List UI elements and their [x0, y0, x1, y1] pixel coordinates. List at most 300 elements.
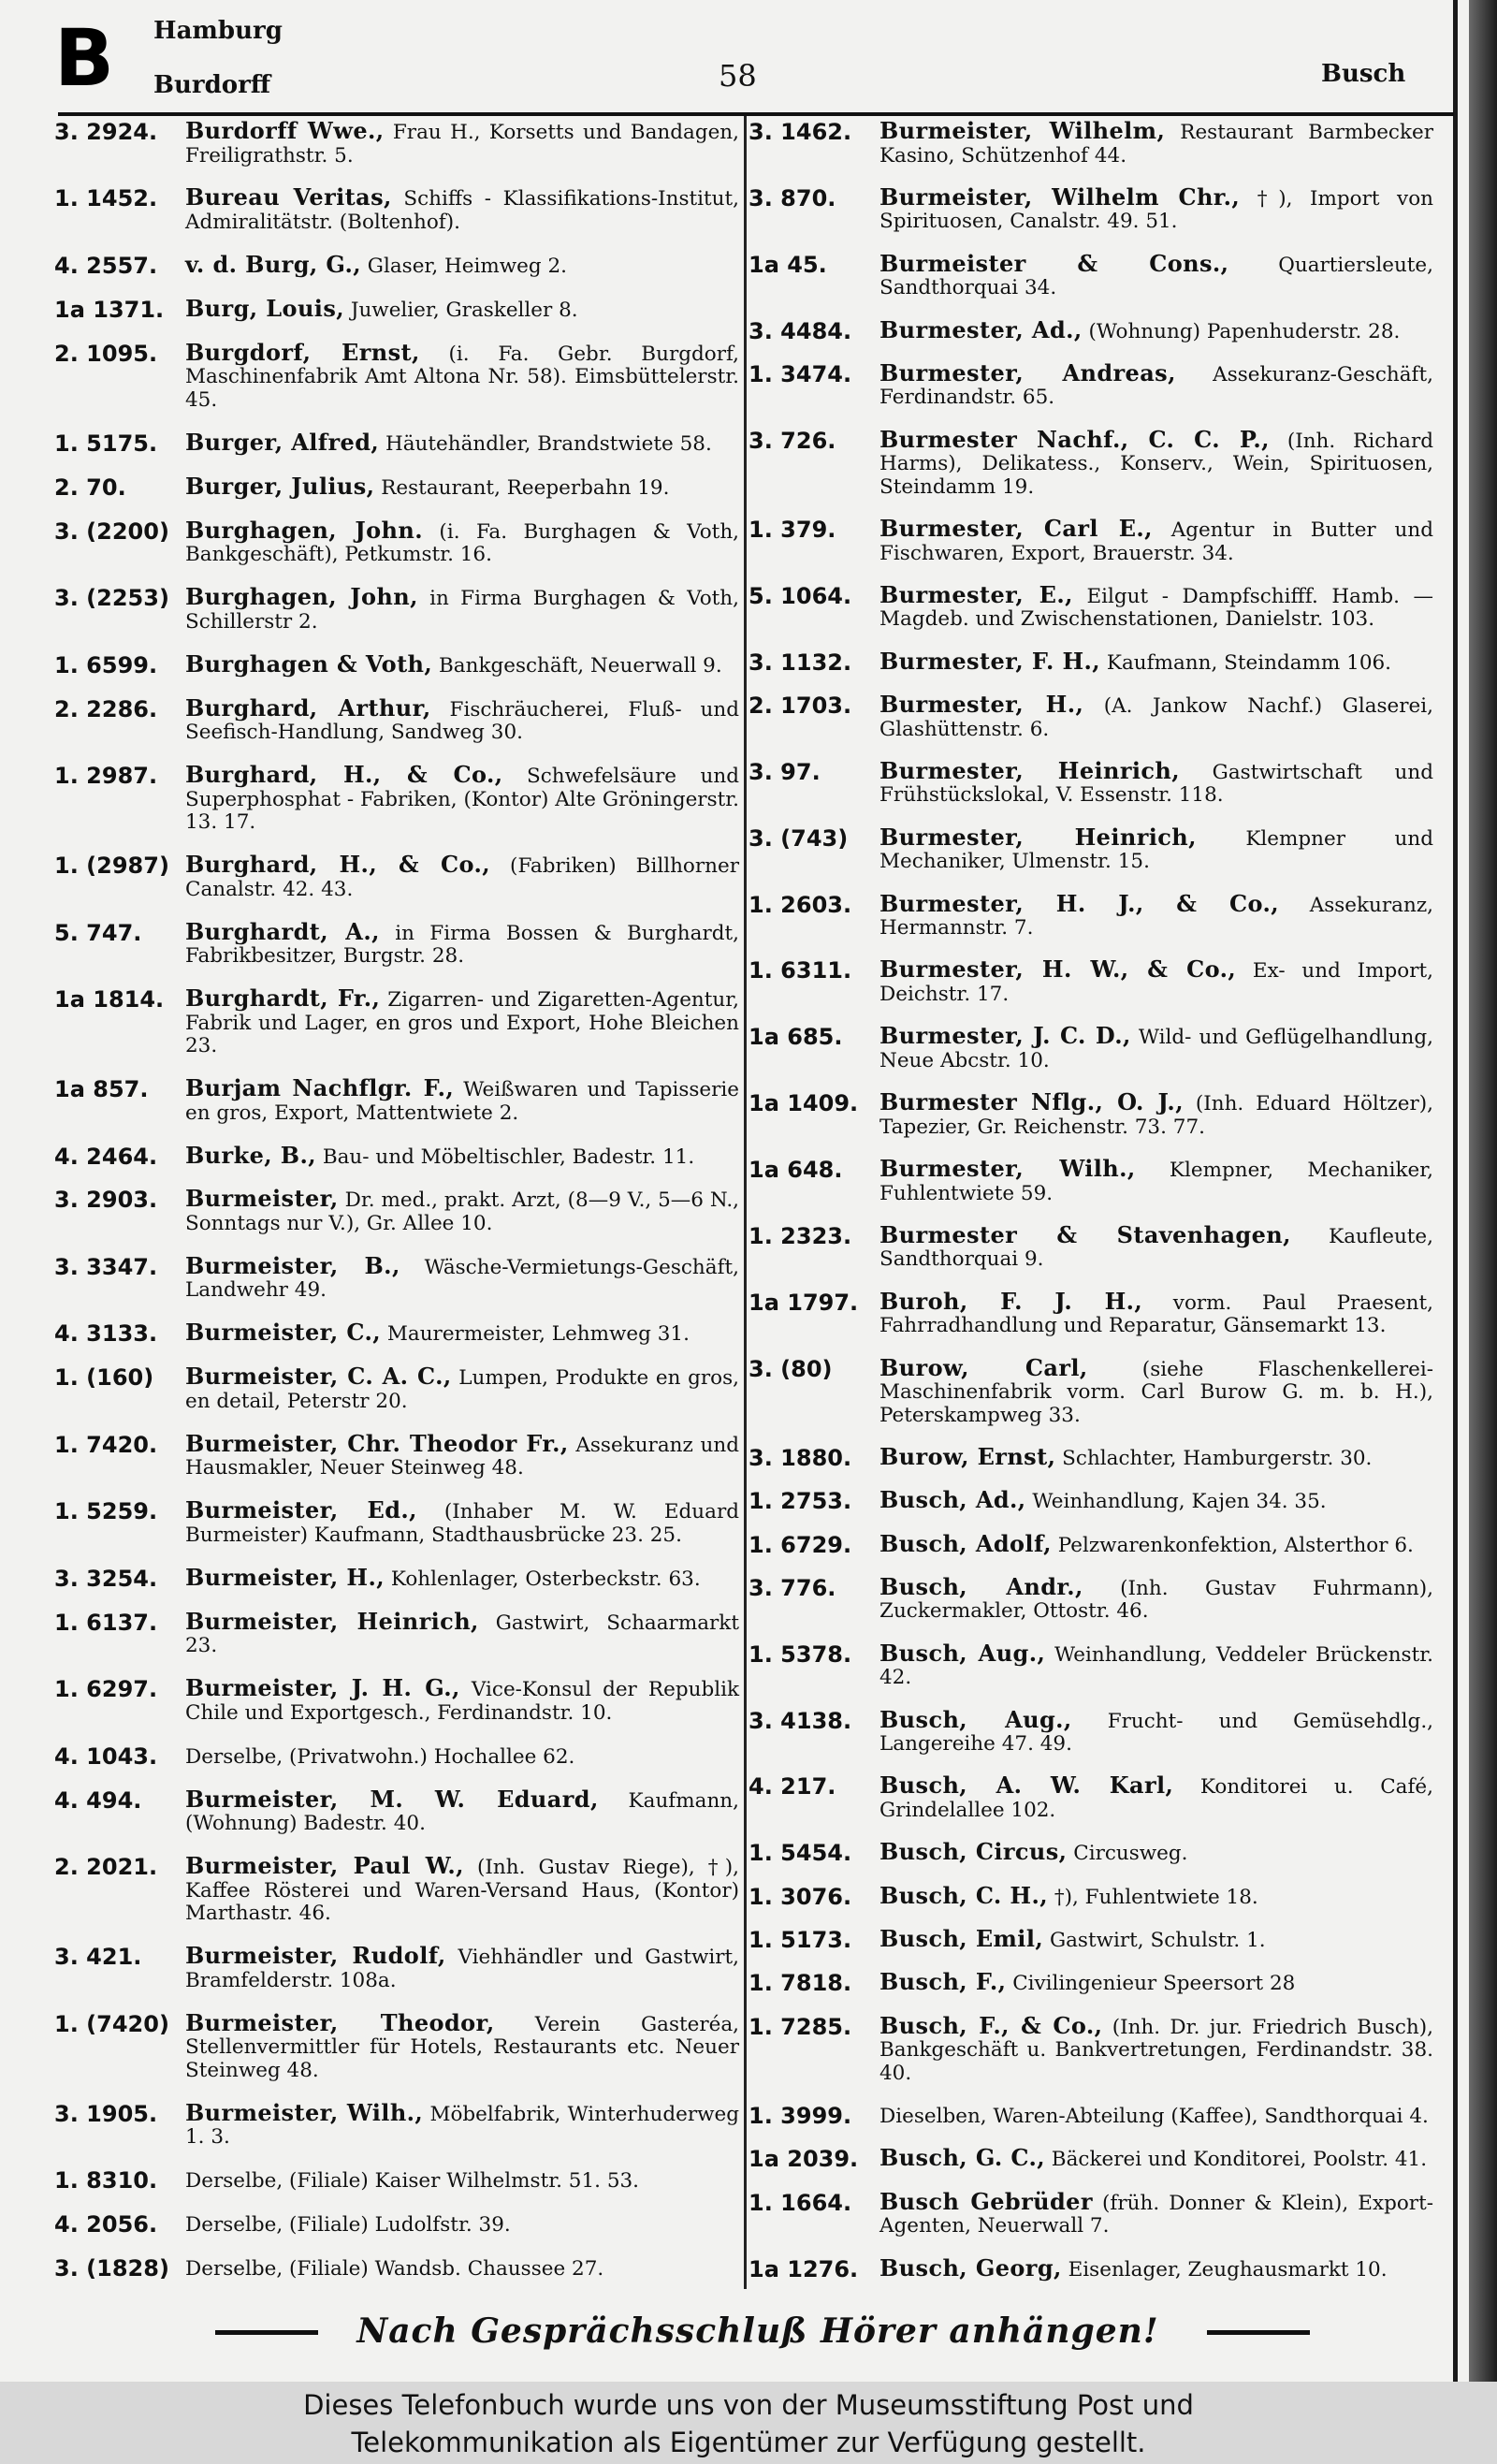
entry-text — [879, 2011, 1433, 2086]
entry-text — [879, 693, 1433, 741]
directory-entry — [748, 1639, 1433, 1690]
entry-text — [185, 428, 739, 457]
subscriber-details: Gastwirt, Schulstr. 1. — [1043, 1928, 1266, 1952]
slogan-text: Nach Gesprächsschluß Hörer anhängen! — [356, 2311, 1159, 2351]
subscriber-name: Busch, A. W. Karl, — [879, 1771, 1174, 1800]
directory-entry — [748, 425, 1433, 500]
directory-entry — [54, 693, 739, 745]
phone-number: 3. 4484. — [748, 317, 852, 344]
phone-number: 1a 648. — [748, 1157, 843, 1183]
subscriber-name: Burger, Julius, — [185, 472, 375, 500]
phone-number: 1. 6729. — [748, 1531, 852, 1558]
directory-entry — [54, 1141, 739, 1170]
phone-number: 1a 685. — [748, 1024, 843, 1051]
subscriber-details: Pelzwarenkonfektion, Alsterthor 6. — [1051, 1533, 1414, 1557]
subscriber-details: Weißwaren und Tapisserie en gros, Export, Mattentwiete 2. — [185, 1078, 739, 1125]
subscriber-details: Circusweg. — [1067, 1842, 1188, 1866]
subscriber-name: Burow, Carl, — [879, 1353, 1088, 1381]
subscriber-details: Derselbe, (Filiale) Wandsb. Chaussee 27. — [185, 2256, 604, 2281]
phone-number: 1a 1276. — [748, 2255, 859, 2282]
directory-entry — [54, 1785, 739, 1836]
entry-text — [879, 1838, 1433, 1866]
subscriber-details: Gastwirtschaft und Frühstückslokal, V. Essenstr. 118. — [879, 760, 1433, 808]
subscriber-details: Viehhändler und Gastwirt, Bramfelderstr. 108a. — [185, 1946, 739, 1992]
left-column — [54, 117, 740, 2289]
phone-number: 4. 217. — [748, 1773, 836, 1801]
subscriber-details: Schwefelsäure und Superphosphat - Fabriken, (Kontor) Alte Gröningerstr. 13. 17. — [185, 765, 739, 835]
subscriber-details: Maurermeister, Lehmweg 31. — [381, 1322, 690, 1347]
credit-line-1: Dieses Telefonbuch wurde uns von der Museumsstiftung Post und — [303, 2389, 1194, 2421]
entry-text — [879, 1572, 1433, 1624]
entry-text — [185, 1563, 739, 1592]
phone-number: 4. 2056. — [54, 2210, 158, 2238]
entry-text — [185, 1496, 739, 1547]
subscriber-details: Restaurant, Reeperbahn 19. — [374, 475, 670, 500]
entry-text — [879, 182, 1433, 234]
directory-entry — [54, 2098, 739, 2150]
subscriber-name: Burdorff Wwe., — [185, 117, 385, 144]
directory-entry — [54, 250, 739, 279]
subscriber-details: (Inhaber M. W. Eduard Burmeister) Kaufmann, Stadthausbrücke 23. 25. — [185, 1500, 739, 1547]
directory-entry — [748, 693, 1433, 741]
phone-number: 1. 2987. — [54, 763, 158, 790]
entry-text — [879, 1639, 1433, 1690]
directory-entry — [54, 2256, 739, 2282]
directory-entry — [748, 2253, 1433, 2282]
phone-number: 4. 2464. — [54, 1143, 158, 1170]
subscriber-details: (Inh. Gustav Fuhrmann), Zuckermakler, Ottostr. 46. — [879, 1576, 1433, 1624]
directory-entry — [54, 917, 739, 969]
subscriber-details: †), Fuhlentwiete 18. — [1048, 1885, 1258, 1909]
subscriber-name: Burgdorf, Ernst, — [185, 338, 420, 366]
entry-text — [185, 583, 739, 634]
directory-entry — [748, 2104, 1433, 2129]
phone-number: 1. 3076. — [748, 1883, 852, 1910]
phone-number: 1. 3999. — [748, 2103, 852, 2129]
entry-text — [185, 1942, 739, 1992]
subscriber-name: Burmester Nachf., C. C. P., — [879, 425, 1270, 453]
phone-number: 1. 5454. — [748, 1840, 852, 1867]
subscriber-name: Burmester & Stavenhagen, — [879, 1220, 1291, 1248]
directory-entry — [54, 117, 739, 168]
entry-text — [185, 2008, 739, 2083]
directory-entry — [748, 756, 1433, 808]
subscriber-name: Busch, Andr., — [879, 1572, 1083, 1600]
subscriber-name: Burmester Nflg., O. J., — [879, 1088, 1184, 1116]
directory-entry — [54, 1942, 739, 1992]
phone-number: 2. 1095. — [54, 340, 158, 367]
phone-number: 3. 1132. — [748, 649, 852, 676]
subscriber-details: Glaser, Heimweg 2. — [360, 254, 567, 278]
directory-entry — [748, 2144, 1433, 2173]
subscriber-name: Busch, G. C., — [879, 2144, 1045, 2172]
subscriber-name: Burg, Louis, — [185, 294, 344, 322]
directory-entry — [748, 580, 1434, 632]
subscriber-name: Busch, F., — [879, 1968, 1007, 1996]
phone-number: 3. (80) — [748, 1355, 833, 1382]
entry-text — [185, 1185, 739, 1235]
phone-number: 2. 2286. — [54, 695, 158, 722]
entry-text — [185, 1607, 739, 1658]
subscriber-name: v. d. Burg, G., — [185, 250, 361, 278]
directory-entry — [748, 182, 1433, 234]
directory-entry — [748, 249, 1433, 300]
subscriber-name: Burmester, Andreas, — [879, 358, 1176, 386]
entry-text — [185, 1365, 739, 1413]
entry-text — [185, 917, 739, 969]
entry-text — [879, 425, 1433, 500]
directory-entry — [54, 516, 740, 567]
phone-number: 3. 3347. — [54, 1253, 158, 1280]
entry-text — [185, 1744, 739, 1770]
subscriber-name: Busch, C. H., — [879, 1881, 1048, 1909]
phone-number: 1. 5173. — [748, 1926, 852, 1953]
phone-number: 5. 1064. — [748, 582, 852, 609]
directory-entry — [748, 1088, 1433, 1139]
phone-number: 3. 1905. — [54, 2100, 158, 2127]
subscriber-name: Burmeister, Wilhelm, — [879, 117, 1166, 144]
directory-entry — [54, 428, 739, 457]
subscriber-name: Burmeister, B., — [185, 1251, 400, 1279]
phone-number: 3. 726. — [748, 427, 836, 454]
phone-number: 1. 5378. — [748, 1640, 852, 1668]
phone-number: 1. 6137. — [54, 1609, 158, 1636]
entry-text — [185, 1674, 739, 1725]
phone-number: 1. 5259. — [54, 1498, 158, 1525]
entry-text — [185, 853, 739, 901]
entry-text — [185, 984, 739, 1058]
entry-text — [879, 1022, 1433, 1072]
subscriber-details: Bäckerei und Konditorei, Poolstr. 41. — [1044, 2148, 1428, 2172]
subscriber-details: Schiffs - Klassifikations-Institut, Admiralitätstr. (Boltenhof). — [185, 187, 739, 234]
subscriber-name: Burmeister, Theodor, — [185, 2008, 495, 2036]
subscriber-details: Quartiersleute, Sandthorquai 34. — [879, 253, 1433, 300]
subscriber-details: (Inh. Eduard Höltzer), Tapezier, Gr. Reichenstr. 73. 77. — [879, 1092, 1433, 1139]
directory-entry — [54, 2008, 739, 2083]
directory-entry — [748, 1705, 1433, 1757]
subscriber-name: Burmester, H. J., & Co., — [879, 889, 1279, 917]
phone-number: 3. 421. — [54, 1944, 142, 1971]
subscriber-details: Civilingenieur Speersort 28 — [1006, 1972, 1296, 1996]
subscriber-details: Dieselben, Waren-Abteilung (Kaffee), Sandthorquai 4. — [879, 2105, 1429, 2128]
subscriber-details: Derselbe, (Privatwohn.) Hochallee 62. — [185, 1744, 575, 1769]
entry-text — [185, 1429, 739, 1480]
entry-text — [879, 1771, 1433, 1822]
subscriber-details: Möbelfabrik, Winterhuderweg 1. 3. — [185, 2102, 739, 2150]
phone-number: 1. 2753. — [748, 1488, 852, 1515]
entry-text — [185, 1785, 739, 1836]
entry-text — [879, 1353, 1433, 1428]
directory-entry — [748, 1220, 1433, 1272]
subscriber-details: Kaufmann, (Wohnung) Badestr. 40. — [185, 1788, 739, 1836]
directory-entry — [54, 1429, 739, 1480]
subscriber-name: Busch, Circus, — [879, 1838, 1068, 1866]
column-divider — [744, 116, 747, 2289]
subscriber-name: Busch, Georg, — [879, 2253, 1062, 2282]
subscriber-details: Konditorei u. Café, Grindelallee 102. — [879, 1775, 1433, 1822]
phone-number: 1. (7420) — [54, 2010, 169, 2037]
subscriber-name: Busch, Adolf, — [879, 1529, 1052, 1557]
entry-text — [879, 1220, 1433, 1272]
subscriber-details: vorm. Paul Praesent, Fahrradhandlung und Reparatur, Gänsemarkt 13. — [879, 1290, 1433, 1338]
subscriber-details: Derselbe, (Filiale) Kaiser Wilhelmstr. 51. 53. — [185, 2169, 640, 2193]
phone-number: 1. 5175. — [54, 430, 158, 457]
subscriber-name: Buroh, F. J. H., — [879, 1287, 1143, 1315]
phone-number: 1. 1452. — [54, 185, 158, 212]
entry-text — [185, 1321, 739, 1347]
right-column — [748, 117, 1434, 2289]
phone-number: 1. 6599. — [54, 651, 158, 678]
entry-text — [185, 693, 739, 745]
subscriber-details: (Inh. Dr. jur. Friedrich Busch), Bankgeschäft u. Bankvertretungen, Ferdinandstr. 38. 40. — [879, 2015, 1433, 2085]
subscriber-name: Burke, B., — [185, 1141, 316, 1169]
subscriber-details: Frucht- und Gemüsehdlg., Langereihe 47. 49. — [879, 1709, 1433, 1757]
directory-entry — [54, 984, 739, 1058]
subscriber-name: Burmeister, H., — [185, 1563, 385, 1591]
entry-text — [879, 2253, 1433, 2282]
subscriber-name: Burmeister, J. H. G., — [185, 1674, 460, 1702]
entry-text — [879, 889, 1433, 940]
subscriber-details: Weinhandlung, Kajen 34. 35. — [1025, 1490, 1327, 1514]
phone-number: 3. 776. — [748, 1574, 836, 1601]
directory-entry — [54, 853, 739, 901]
directory-entry — [748, 117, 1433, 168]
subscriber-details: Frau H., Korsetts und Bandagen, Freiligrathstr. 5. — [185, 121, 739, 168]
entry-text — [879, 358, 1433, 410]
subscriber-details: Eisenlager, Zeughausmarkt 10. — [1061, 2257, 1388, 2282]
directory-entry — [54, 1744, 739, 1770]
phone-number: 5. 747. — [54, 919, 142, 946]
directory-entry — [748, 1968, 1433, 1997]
subscriber-name: Busch, Ad., — [879, 1486, 1026, 1514]
subscriber-details: Zigarren- und Zigaretten-Agentur, Fabrik und Lager, en gros und Export, Hohe Bleichen 23. — [185, 988, 739, 1058]
subscriber-details: Weinhandlung, Veddeler Brückenstr. 42. — [879, 1642, 1433, 1690]
subscriber-details: Restaurant Barmbecker Kasino, Schützenhof 44. — [879, 121, 1433, 168]
entry-text — [879, 756, 1433, 808]
subscriber-name: Burghard, H., & Co., — [185, 761, 503, 789]
subscriber-name: Burmester, Heinrich, — [879, 823, 1197, 851]
subscriber-name: Busch, Aug., — [879, 1639, 1046, 1667]
subscriber-name: Burmester, J. C. D., — [879, 1022, 1131, 1050]
subscriber-name: Burmeister, Wilh., — [185, 2098, 424, 2126]
entry-text — [879, 315, 1433, 344]
subscriber-details: Dr. med., prakt. Arzt, (8—9 V., 5—6 N., Sonntags nur V.), Gr. Allee 10. — [185, 1188, 739, 1235]
entry-text — [879, 117, 1433, 168]
subscriber-details: †), Import von Spirituosen, Canalstr. 49. 51. — [879, 186, 1433, 234]
directory-entry — [748, 647, 1433, 676]
subscriber-name: Burmeister, C., — [185, 1319, 382, 1347]
subscriber-details: Klempner und Mechaniker, Ulmenstr. 15. — [879, 826, 1433, 874]
subscriber-details: Assekuranz und Hausmakler, Neuer Steinweg 48. — [185, 1433, 739, 1480]
phone-number: 1a 45. — [748, 251, 827, 278]
credit-bar — [0, 2382, 1497, 2464]
phone-number: 1. 7420. — [54, 1431, 158, 1458]
entry-text — [185, 1141, 739, 1170]
subscriber-details: (i. Fa. Gebr. Burgdorf, Maschinenfabrik Amt Altona Nr. 58). Eimsbüttelerstr. 45. — [185, 342, 740, 412]
entry-text — [879, 1529, 1433, 1558]
entry-text — [879, 1705, 1433, 1757]
subscriber-details: Assekuranz-Geschäft, Ferdinandstr. 65. — [879, 362, 1433, 410]
subscriber-details: Eilgut - Dampfschifff. Hamb. — Magdeb. und Zwischenstationen, Danielstr. 103. — [879, 584, 1434, 632]
entry-text — [185, 2256, 739, 2282]
phone-number: 3. 1880. — [748, 1444, 852, 1471]
directory-entry — [54, 1365, 739, 1413]
slogan-dash-left — [215, 2330, 318, 2335]
header-first-name: Burdorff — [153, 71, 271, 99]
phone-number: 1a 1409. — [748, 1090, 859, 1117]
subscriber-details: (Fabriken) Billhorner Canalstr. 42. 43. — [185, 854, 739, 901]
subscriber-details: Bankgeschäft, Neuerwall 9. — [432, 653, 722, 678]
directory-entry — [54, 1251, 739, 1303]
directory-entry — [748, 889, 1433, 940]
phone-number: 4. 3133. — [54, 1320, 158, 1348]
directory-entry — [748, 358, 1433, 410]
subscriber-name: Burger, Alfred, — [185, 428, 380, 456]
phone-number: 1a 1797. — [748, 1289, 859, 1316]
entry-text — [185, 294, 739, 323]
directory-entry — [748, 515, 1433, 565]
phone-number: 1. 2603. — [748, 891, 852, 918]
subscriber-details: Juwelier, Graskeller 8. — [344, 298, 578, 322]
directory-entry — [54, 1074, 739, 1125]
phone-number: 1. 6297. — [54, 1676, 158, 1703]
subscriber-name: Busch Gebrüder — [879, 2187, 1093, 2215]
subscriber-details: Derselbe, (Filiale) Ludolfstr. 39. — [185, 2212, 511, 2237]
entry-text — [879, 2187, 1433, 2238]
subscriber-details: Kohlenlager, Osterbeckstr. 63. — [385, 1567, 701, 1591]
phone-number: 3. 2924. — [54, 119, 158, 145]
phone-number: 2. 2021. — [54, 1854, 158, 1881]
subscriber-name: Burmeister, M. W. Eduard, — [185, 1785, 599, 1813]
entry-text — [879, 955, 1433, 1006]
subscriber-details: Häutehändler, Brandstwiete 58. — [379, 431, 712, 456]
subscriber-details: in Firma Bossen & Burghardt, Fabrikbesitzer, Burgstr. 28. — [185, 921, 739, 969]
directory-entry — [54, 583, 739, 634]
section-letter: B — [54, 12, 115, 104]
phone-number: 1a 1371. — [54, 296, 165, 323]
subscriber-name: Burmester, E., — [879, 580, 1073, 608]
subscriber-name: Burow, Ernst, — [879, 1442, 1056, 1470]
subscriber-details: in Firma Burghagen & Voth, Schillerstr 2. — [185, 587, 739, 634]
phone-number: 4. 2557. — [54, 252, 158, 279]
subscriber-details: Assekuranz, Hermannstr. 7. — [879, 893, 1433, 940]
directory-entry — [748, 1529, 1433, 1558]
directory-entry — [54, 1321, 739, 1347]
subscriber-name: Burmeister & Cons., — [879, 249, 1229, 277]
subscriber-details: Bau- und Möbeltischler, Badestr. 11. — [315, 1145, 695, 1169]
subscriber-details: Kaufleute, Sandthorquai 9. — [879, 1224, 1433, 1272]
subscriber-name: Burmester, F. H., — [879, 647, 1101, 675]
entry-text — [185, 1852, 740, 1926]
phone-number: 1. 379. — [748, 517, 836, 544]
phone-number: 4. 1043. — [54, 1742, 158, 1770]
subscriber-details: Vice-Konsul der Republik Chile und Exportgesch., Ferdinandstr. 10. — [185, 1678, 739, 1725]
phone-number: 3. 4138. — [748, 1707, 852, 1734]
subscriber-name: Burmester, H., — [879, 691, 1084, 719]
subscriber-name: Burmeister, — [185, 1185, 339, 1213]
entry-text — [185, 2212, 739, 2238]
subscriber-details: Klempner, Mechaniker, Fuhlentwiete 59. — [879, 1159, 1433, 1205]
subscriber-details: Schlachter, Hamburgerstr. 30. — [1055, 1446, 1373, 1470]
phone-number: 1. 7285. — [748, 2013, 852, 2040]
subscriber-details: Ex- und Import, Deichstr. 17. — [879, 959, 1433, 1006]
directory-entry — [748, 1881, 1433, 1910]
directory-entry — [54, 294, 739, 323]
phone-number: 3. 2903. — [54, 1187, 158, 1214]
entry-text — [185, 1251, 739, 1303]
phone-number: 1a 857. — [54, 1076, 149, 1103]
page-number: 58 — [719, 58, 757, 94]
directory-entry — [54, 2212, 739, 2238]
directory-entry — [748, 2187, 1433, 2238]
entry-text — [879, 647, 1433, 676]
directory-entry — [54, 761, 739, 835]
subscriber-name: Burmester, Wilh., — [879, 1155, 1136, 1182]
page-edge-line — [1453, 0, 1458, 2382]
subscriber-name: Busch, F., & Co., — [879, 2011, 1103, 2039]
directory-entry — [748, 1924, 1433, 1953]
entry-text — [879, 1968, 1433, 1996]
subscriber-details: (i. Fa. Burghagen & Voth, Bankgeschäft), Petkumstr. 16. — [185, 519, 740, 567]
page-edge-shadow — [1469, 0, 1497, 2382]
entry-text — [185, 761, 739, 835]
phone-number: 1. 2323. — [748, 1222, 852, 1249]
subscriber-name: Burmeister, Heinrich, — [185, 1607, 479, 1635]
entry-text — [185, 338, 740, 413]
header-city: Hamburg — [153, 17, 283, 45]
phone-number: 1. 7818. — [748, 1970, 852, 1997]
phone-number: 1a 1814. — [54, 986, 165, 1013]
subscriber-details: Lumpen, Produkte en gros, en detail, Peterstr 20. — [185, 1366, 739, 1413]
entry-text — [879, 515, 1433, 565]
entry-text — [879, 1486, 1433, 1514]
entry-text — [879, 2144, 1433, 2172]
directory-entry — [748, 1022, 1433, 1072]
phone-number: 3. (1828) — [54, 2254, 169, 2282]
subscriber-name: Busch, Emil, — [879, 1924, 1044, 1952]
directory-entry — [54, 2168, 739, 2194]
subscriber-name: Burghardt, Fr., — [185, 984, 381, 1013]
entry-text — [879, 823, 1433, 874]
subscriber-name: Burmester, Heinrich, — [879, 756, 1181, 784]
phone-number: 1. 3474. — [748, 360, 852, 387]
subscriber-name: Burmeister, Paul W., — [185, 1852, 464, 1880]
subscriber-name: Burmester, Carl E., — [879, 515, 1153, 543]
entry-text — [185, 2098, 739, 2150]
entry-text — [185, 250, 739, 279]
phone-number: 1. 6311. — [748, 957, 852, 984]
subscriber-name: Burmeister, C. A. C., — [185, 1363, 452, 1391]
entry-text — [185, 183, 739, 234]
subscriber-details: Agentur in Butter und Fischwaren, Export, Brauerstr. 34. — [879, 518, 1433, 565]
phone-number: 4. 494. — [54, 1786, 142, 1814]
directory-entry — [748, 1155, 1433, 1205]
phone-number: 3. 97. — [748, 758, 821, 785]
entry-text — [185, 649, 739, 678]
slogan-banner — [196, 2308, 1319, 2355]
directory-entry — [54, 338, 740, 413]
entry-text — [879, 1881, 1433, 1910]
directory-entry — [54, 1852, 740, 1926]
entry-text — [185, 472, 739, 501]
subscriber-name: Burghagen, John. — [185, 516, 423, 544]
phone-number: 1. (160) — [54, 1364, 154, 1392]
subscriber-name: Burghagen, John, — [185, 583, 418, 611]
directory-entry — [54, 649, 739, 678]
directory-entry — [748, 955, 1433, 1006]
phone-number: 2. 1703. — [748, 693, 852, 720]
phone-number: 3. (2200) — [54, 518, 169, 545]
